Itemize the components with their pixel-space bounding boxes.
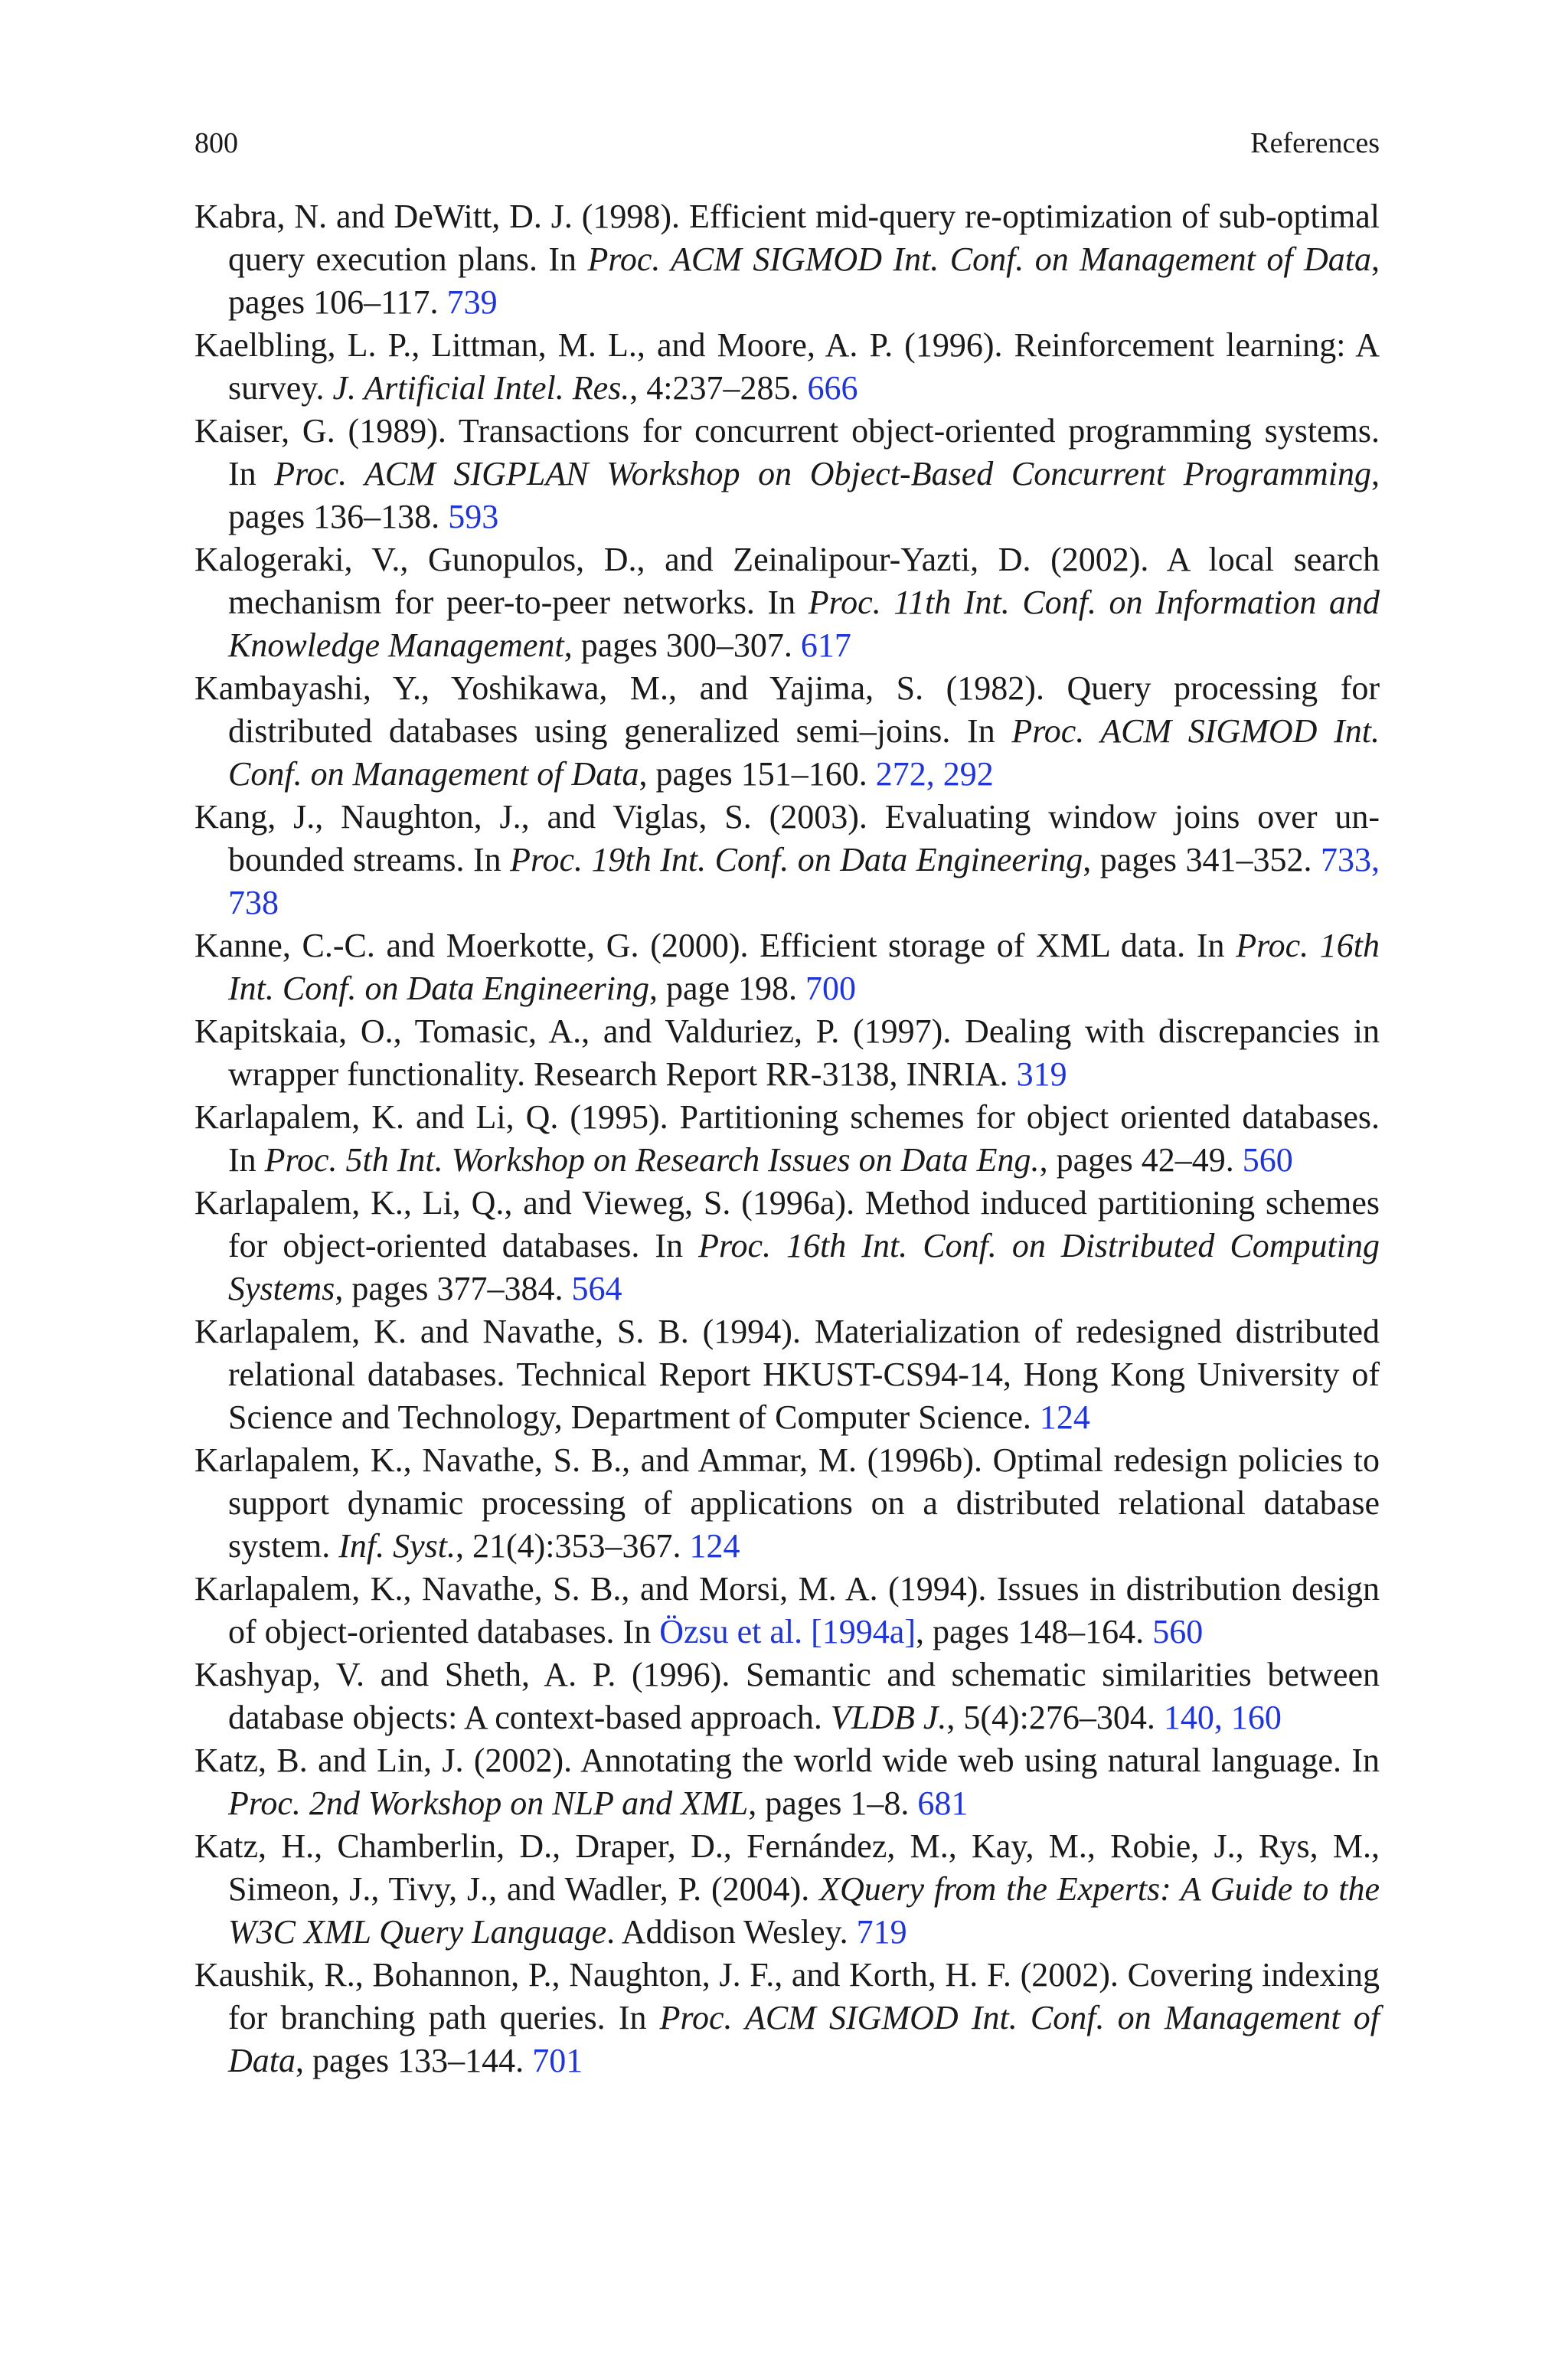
reference-entry	[194, 1653, 1380, 1739]
reference-details: , pages 133–144.	[296, 2042, 533, 2079]
reference-details: , pages 151–160.	[639, 755, 876, 793]
reference-details: , 5(4):276–304.	[946, 1699, 1164, 1736]
reference-text: Katz, H., Chamberlin, D., Draper, D., Fernández, M., Kay, M., Robie, J., Rys, M., Simeon, J., Tivy, J., and Wadler, P. (2004).	[194, 1827, 1380, 1908]
page-backlink[interactable]: 564	[571, 1270, 622, 1307]
reference-entry	[194, 1439, 1380, 1568]
reference-venue: Proc. 16th Int. Conf. on Data Engineering	[228, 927, 1380, 1007]
reference-text: Karlapalem, K. and Navathe, S. B. (1994). Materialization of redesigned distributed relational databases. Technical Report HKUST-CS94-14, Hong Kong University of Science and Technology, Department of Computer Science.	[194, 1313, 1380, 1436]
page-backlink[interactable]: 272, 292	[875, 755, 994, 793]
reference-details: , pages 377–384.	[335, 1270, 572, 1307]
reference-venue: J. Artificial Intel. Res.	[332, 369, 630, 407]
reference-venue: Inf. Syst.	[338, 1527, 456, 1565]
reference-entry	[194, 324, 1380, 410]
reference-entry	[194, 1096, 1380, 1182]
reference-entry	[194, 1825, 1380, 1954]
reference-text: Kaelbling, L. P., Littman, M. L., and Moore, A. P. (1996). Reinforcement learning: A survey.	[194, 326, 1380, 407]
reference-details: , page 198.	[648, 970, 806, 1007]
reference-entry	[194, 796, 1380, 924]
reference-text: Kabra, N. and DeWitt, D. J. (1998). Efficient mid-query re-optimization of sub-optimal query execution plans. In	[194, 198, 1380, 278]
reference-text: Kalogeraki, V., Gunopulos, D., and Zeinalipour-Yazti, D. (2002). A local search mechanism for peer-to-peer networks. In	[194, 541, 1380, 621]
reference-text: Kambayashi, Y., Yoshikawa, M., and Yajima, S. (1982). Query processing for distributed databases using generalized semi–joins. In	[194, 669, 1380, 750]
page-backlink[interactable]: 319	[1016, 1055, 1067, 1093]
reference-details: , pages 106–117.	[228, 240, 1380, 321]
reference-entry	[194, 538, 1380, 667]
reference-entry	[194, 1739, 1380, 1825]
page-backlink[interactable]: 739	[446, 283, 498, 321]
reference-entry	[194, 1310, 1380, 1439]
reference-details: . Addison Wesley.	[606, 1913, 857, 1951]
reference-venue: Proc. ACM SIGMOD Int. Conf. on Management of Data	[228, 712, 1380, 793]
reference-venue: Proc. 11th Int. Conf. on Information and Knowledge Management	[228, 584, 1380, 664]
reference-details: , pages 136–138.	[228, 455, 1380, 535]
section-title: References	[1250, 127, 1380, 159]
reference-venue: Proc. ACM SIGMOD Int. Conf. on Management of Data	[228, 1999, 1380, 2079]
reference-venue: Proc. ACM SIGPLAN Workshop on Object-Based Concurrent Programming	[274, 455, 1371, 492]
reference-entry	[194, 667, 1380, 796]
reference-entry	[194, 1954, 1380, 2082]
page-backlink[interactable]: 560	[1242, 1141, 1293, 1179]
reference-text: Kashyap, V. and Sheth, A. P. (1996). Semantic and schematic similarities between database objects: A context-based approach.	[194, 1656, 1380, 1736]
reference-venue: Proc. 19th Int. Conf. on Data Engineering	[510, 841, 1083, 878]
page-backlink[interactable]: 124	[1039, 1398, 1090, 1436]
reference-entry	[194, 1568, 1380, 1653]
reference-details: , pages 300–307.	[564, 626, 801, 664]
reference-text: Katz, B. and Lin, J. (2002). Annotating the world wide web using natural language. In	[194, 1742, 1380, 1779]
reference-text: Karlapalem, K., Navathe, S. B., and Ammar, M. (1996b). Optimal redesign policies to support dynamic processing of applications on a distributed relational database system.	[194, 1441, 1380, 1565]
reference-venue: XQuery from the Experts: A Guide to the W3C XML Query Language	[228, 1870, 1380, 1951]
citation-link[interactable]: Özsu et al. [1994a]	[659, 1613, 916, 1650]
page-backlink[interactable]: 701	[532, 2042, 583, 2079]
reference-entry	[194, 924, 1380, 1010]
reference-text: Karlapalem, K., Li, Q., and Vieweg, S. (1996a). Method induced partitioning schemes for object-oriented databases. In	[194, 1184, 1380, 1264]
reference-list	[194, 195, 1380, 2082]
reference-entry	[194, 1182, 1380, 1310]
reference-venue: Proc. 2nd Workshop on NLP and XML	[228, 1784, 749, 1822]
reference-text: Kaiser, G. (1989). Transactions for concurrent object-oriented programming systems. In	[194, 412, 1380, 492]
reference-venue: Proc. ACM SIGMOD Int. Conf. on Management of Data	[587, 240, 1371, 278]
page-backlink[interactable]: 719	[856, 1913, 907, 1951]
page-backlink[interactable]: 124	[689, 1527, 740, 1565]
reference-text: Kapitskaia, O., Tomasic, A., and Valduriez, P. (1997). Dealing with discrepancies in wrapper functionality. Research Report RR-3138, INRIA.	[194, 1012, 1380, 1093]
reference-entry	[194, 1010, 1380, 1096]
reference-text: Karlapalem, K. and Li, Q. (1995). Partitioning schemes for object oriented databases. In	[194, 1098, 1380, 1179]
page-backlink[interactable]: 617	[800, 626, 851, 664]
reference-venue: Proc. 16th Int. Conf. on Distributed Computing Systems	[228, 1227, 1380, 1307]
reference-entry	[194, 195, 1380, 324]
page-backlink[interactable]: 681	[917, 1784, 969, 1822]
reference-entry	[194, 410, 1380, 538]
reference-details: , pages 42–49.	[1039, 1141, 1243, 1179]
reference-details: , 4:237–285.	[629, 369, 808, 407]
page-backlink[interactable]: 666	[807, 369, 858, 407]
reference-details: , pages 341–352.	[1083, 841, 1321, 878]
reference-text: Kang, J., Naughton, J., and Viglas, S. (2003). Evaluating window joins over un-bounded streams. In	[194, 798, 1380, 878]
reference-details: , pages 1–8.	[748, 1784, 918, 1822]
reference-text: Kaushik, R., Bohannon, P., Naughton, J. F., and Korth, H. F. (2002). Covering indexing for branching path queries. In	[194, 1956, 1380, 2036]
page-number: 800	[194, 127, 238, 159]
reference-details: , pages 148–164.	[916, 1613, 1153, 1650]
running-head	[194, 124, 1380, 162]
page-backlink[interactable]: 700	[805, 970, 857, 1007]
page-backlink[interactable]: 733, 738	[228, 841, 1380, 921]
reference-text: Karlapalem, K., Navathe, S. B., and Morsi, M. A. (1994). Issues in distribution design of object-oriented databases. In	[194, 1570, 1380, 1650]
page-backlink[interactable]: 593	[448, 498, 499, 535]
page-backlink[interactable]: 560	[1152, 1613, 1204, 1650]
reference-text: Kanne, C.-C. and Moerkotte, G. (2000). Efficient storage of XML data. In	[194, 927, 1236, 964]
page-backlink[interactable]: 140, 160	[1163, 1699, 1282, 1736]
reference-details: , 21(4):353–367.	[456, 1527, 690, 1565]
reference-venue: VLDB J.	[830, 1699, 947, 1736]
reference-venue: Proc. 5th Int. Workshop on Research Issues on Data Eng.	[264, 1141, 1040, 1179]
